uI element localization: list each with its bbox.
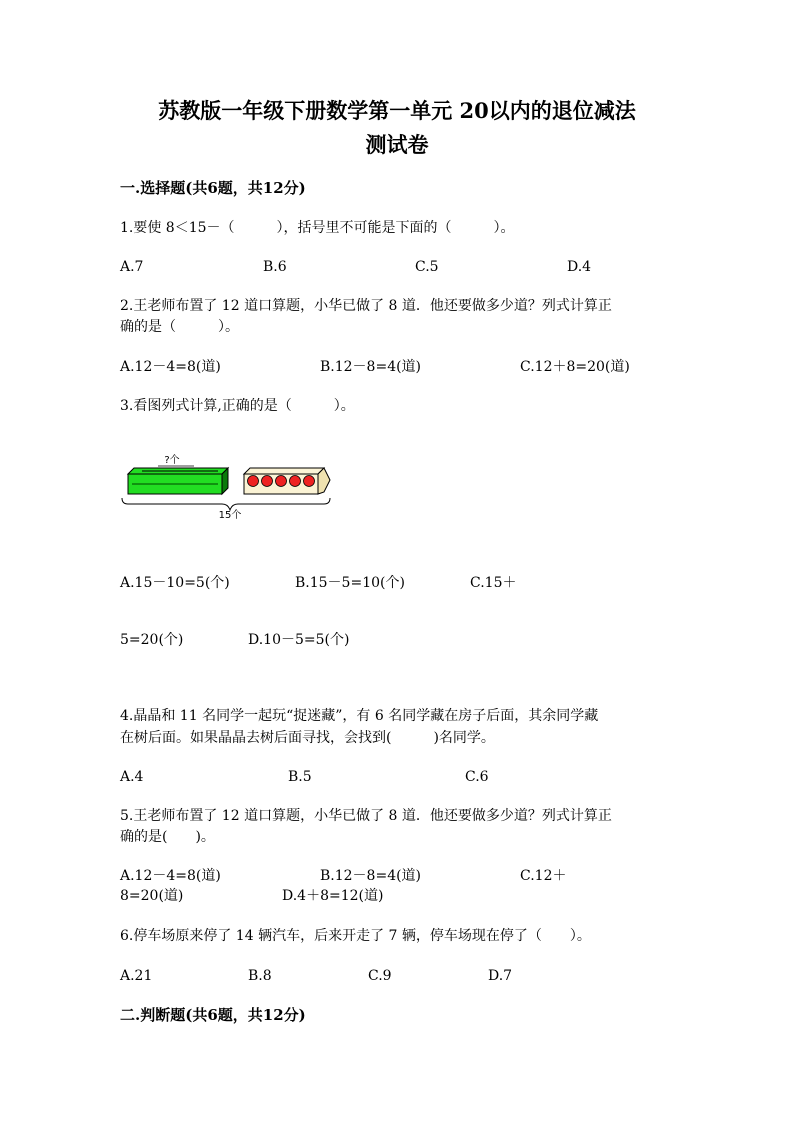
red-dot (262, 476, 273, 487)
question-5-line2: 确的是( )。 (120, 829, 215, 845)
q4-option-b: B.5 (288, 769, 312, 785)
q1-option-b: B.6 (263, 259, 287, 275)
question-4-line2: 在树后面。如果晶晶去树后面寻找，会找到( )名同学。 (120, 730, 495, 746)
q6-option-a: A.21 (120, 968, 153, 984)
q6-option-c: C.9 (368, 968, 392, 984)
figure-top-label: ?个 (164, 455, 180, 466)
q3-option-b: B.15－5=10(个) (295, 575, 405, 591)
q1-option-d: D.4 (567, 259, 592, 275)
question-3: 3.看图列式计算,正确的是（ ）。 (120, 398, 355, 414)
q1-option-c: C.5 (415, 259, 439, 275)
figure-brace (122, 498, 330, 510)
red-dot (276, 476, 287, 487)
q3-option-c: C.15＋ (470, 575, 517, 591)
page-title: 苏教版一年级下册数学第一单元 20以内的退位减法 (158, 98, 636, 123)
q2-option-c: C.12＋8=20(道) (520, 359, 630, 375)
section-heading-judgement: 二.判断题(共6题，共12分) (120, 1006, 306, 1024)
question-6: 6.停车场原来停了 14 辆汽车，后来开走了 7 辆，停车场现在停了（ ）。 (120, 928, 591, 944)
page-title-line2: 测试卷 (365, 132, 429, 157)
red-dot (248, 476, 259, 487)
question-2-line2: 确的是（ ）。 (120, 319, 239, 335)
question-1: 1.要使 8＜15－（ ），括号里不可能是下面的（ ）。 (120, 220, 515, 236)
section-heading-choice: 一.选择题(共6题，共12分) (120, 179, 306, 197)
q5-option-c-cont: 8=20(道) (120, 888, 184, 904)
red-dot (290, 476, 301, 487)
red-dot (304, 476, 315, 487)
question-5-line1: 5.王老师布置了 12 道口算题，小华已做了 8 道．他还要做多少道？列式计算正 (120, 808, 612, 824)
q3-figure (118, 450, 338, 520)
q6-option-d: D.7 (488, 968, 513, 984)
q4-option-c: C.6 (465, 769, 489, 785)
q6-option-b: B.8 (248, 968, 272, 984)
q3-option-a: A.15－10=5(个) (120, 575, 230, 591)
q5-option-a: A.12－4=8(道) (120, 868, 221, 884)
question-4-line1: 4.晶晶和 11 名同学一起玩“捉迷藏”，有 6 名同学藏在房子后面，其余同学藏 (120, 708, 599, 724)
q3-option-d: D.10－5=5(个) (248, 632, 350, 648)
q1-option-a: A.7 (120, 259, 144, 275)
q4-option-a: A.4 (120, 769, 144, 785)
q2-option-a: A.12－4=8(道) (120, 359, 221, 375)
q5-option-c: C.12＋ (520, 868, 567, 884)
q5-option-b: B.12－8=4(道) (320, 868, 422, 884)
cream-box-side (318, 468, 330, 494)
q2-option-b: B.12－8=4(道) (320, 359, 422, 375)
cream-box-top (244, 468, 324, 474)
q5-option-d: D.4＋8=12(道) (282, 888, 384, 904)
q3-option-c-cont: 5=20(个) (120, 632, 184, 648)
figure-bottom-label: 15个 (218, 510, 242, 520)
question-2-line1: 2.王老师布置了 12 道口算题，小华已做了 8 道．他还要做多少道？列式计算正 (120, 298, 612, 314)
